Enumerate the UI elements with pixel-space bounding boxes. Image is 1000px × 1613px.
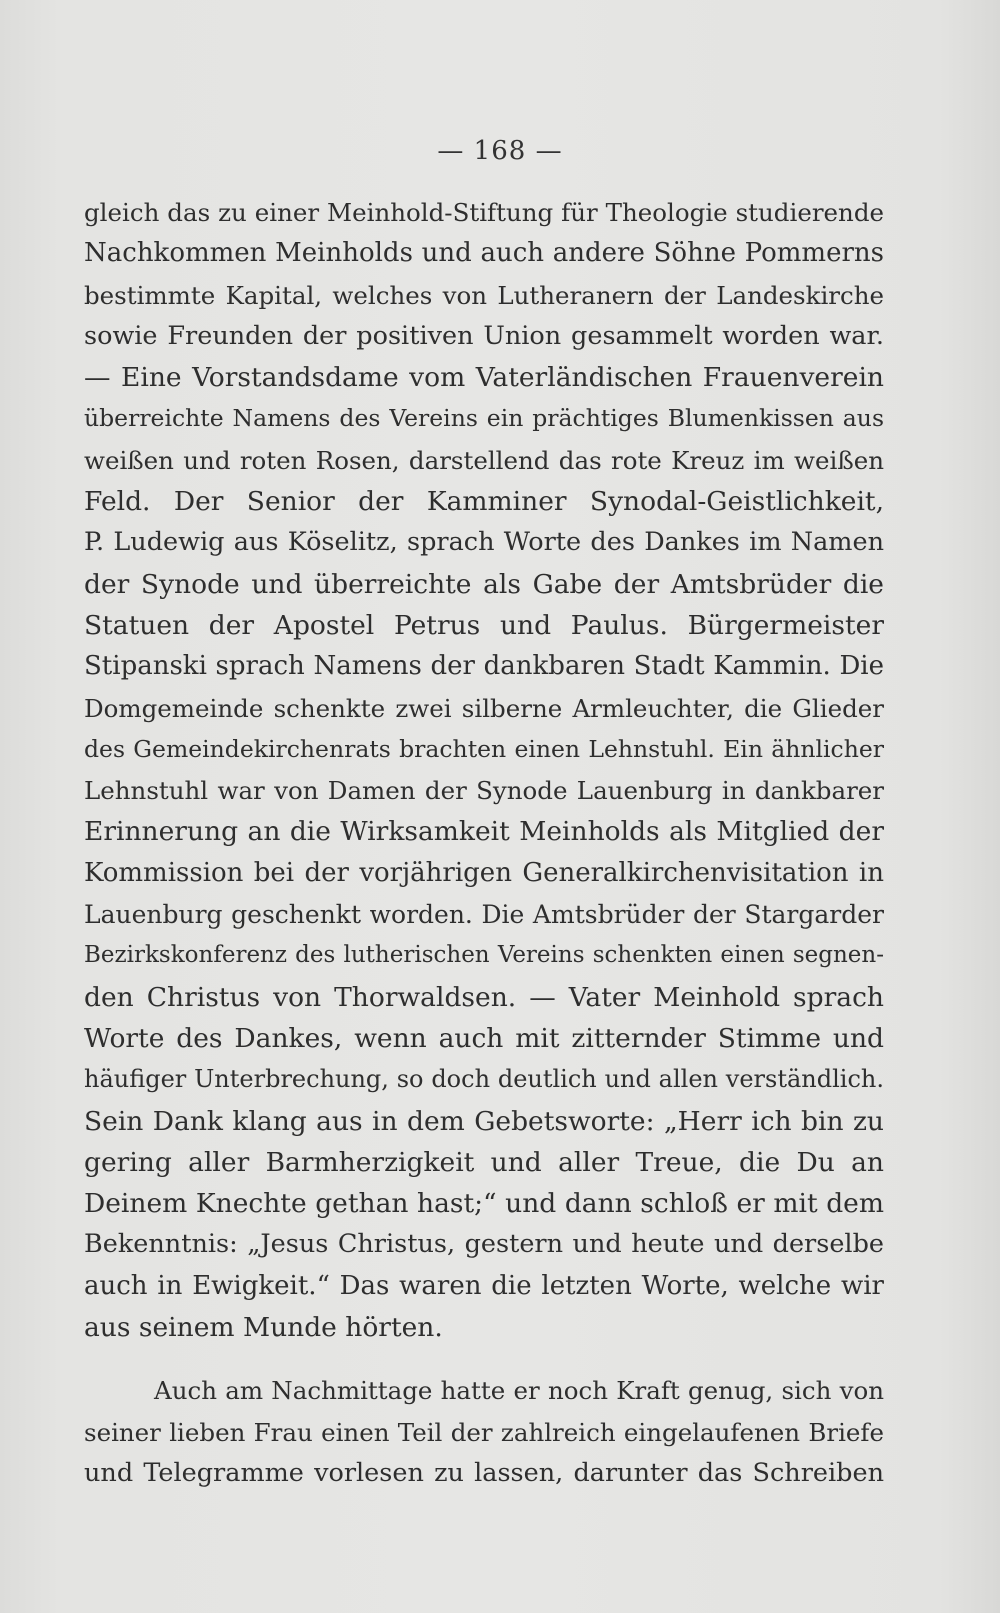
- paragraph-2: [84, 1370, 884, 1494]
- text-line: Lehnstuhl war von Damen der Synode Lauenburg in dankbarer: [84, 776, 884, 806]
- text-line: Lauenburg geschenkt worden. Die Amtsbrüder der Stargarder: [84, 900, 884, 930]
- text-line: Kommission bei der vorjährigen Generalkirchenvisitation in: [84, 857, 884, 888]
- text-line: weißen und roten Rosen, darstellend das rote Kreuz im weißen: [84, 445, 884, 475]
- text-line: bestimmte Kapital, welches von Lutheranern der Landeskirche: [84, 280, 884, 310]
- text-line: sowie Freunden der positiven Union gesammelt worden war.: [84, 320, 884, 351]
- text-line: auch in Ewigkeit.“ Das waren die letzten Worte, welche wir: [84, 1270, 884, 1301]
- text-line: Domgemeinde schenkte zwei silberne Armleuchter, die Glieder: [84, 693, 884, 723]
- text-line: Bezirkskonferenz des lutherischen Vereins schenkten einen segnen-: [84, 942, 884, 969]
- text-line: Feld. Der Senior der Kamminer Synodal-Geistlichkeit,: [84, 486, 884, 518]
- text-line: Erinnerung an die Wirksamkeit Meinholds als Mitglied der: [84, 816, 884, 848]
- text-line: des Gemeindekirchenrats brachten einen Lehnstuhl. Ein ähnlicher: [84, 734, 884, 763]
- text-line: — Eine Vorstandsdame vom Vaterländischen Frauenverein: [84, 362, 884, 394]
- text-line: gering aller Barmherzigkeit und aller Treue, die Du an: [84, 1146, 884, 1178]
- text-line: Bekenntnis: „Jesus Christus, gestern und heute und derselbe: [84, 1229, 884, 1260]
- text-line: Deinem Knechte gethan hast;“ und dann schloß er mit dem: [84, 1188, 884, 1220]
- paragraph-gap: [84, 1348, 884, 1370]
- text-line: P. Ludewig aus Köselitz, sprach Worte des Dankes im Namen: [84, 527, 884, 558]
- text-line: häufiger Unterbrechung, so doch deutlich und allen verständlich.: [84, 1065, 884, 1094]
- text-line: überreichte Namens des Vereins ein prächtiges Blumenkissen aus: [84, 404, 884, 433]
- text-line: Nachkommen Meinholds und auch andere Söhne Pommerns: [84, 238, 884, 269]
- page-number: — 168 —: [437, 136, 563, 166]
- text-line: Worte des Dankes, wenn auch mit zitternder Stimme und: [84, 1022, 884, 1054]
- text-line: seiner lieben Frau einen Teil der zahlreich eingelaufenen Briefe: [84, 1417, 884, 1447]
- text-line: Stipanski sprach Namens der dankbaren Stadt Kammin. Die: [84, 651, 884, 682]
- text-line: und Telegramme vorlesen zu lassen, darunter das Schreiben: [84, 1457, 884, 1488]
- text-line: aus seinem Munde hörten.: [84, 1312, 443, 1344]
- paragraph-1: [84, 192, 884, 1348]
- text-line: Auch am Nachmittage hatte er noch Kraft genug, sich von: [154, 1376, 884, 1406]
- body-text: [84, 192, 884, 1494]
- text-line: Statuen der Apostel Petrus und Paulus. Bürgermeister: [84, 609, 884, 641]
- text-line: den Christus von Thorwaldsen. — Vater Meinhold sprach: [84, 981, 884, 1013]
- text-line: der Synode und überreichte als Gabe der Amtsbrüder die: [84, 568, 884, 600]
- text-line: Sein Dank klang aus in dem Gebetsworte: „Herr ich bin zu: [84, 1105, 884, 1137]
- text-line: gleich das zu einer Meinhold-Stiftung für Theologie studierende: [84, 198, 884, 227]
